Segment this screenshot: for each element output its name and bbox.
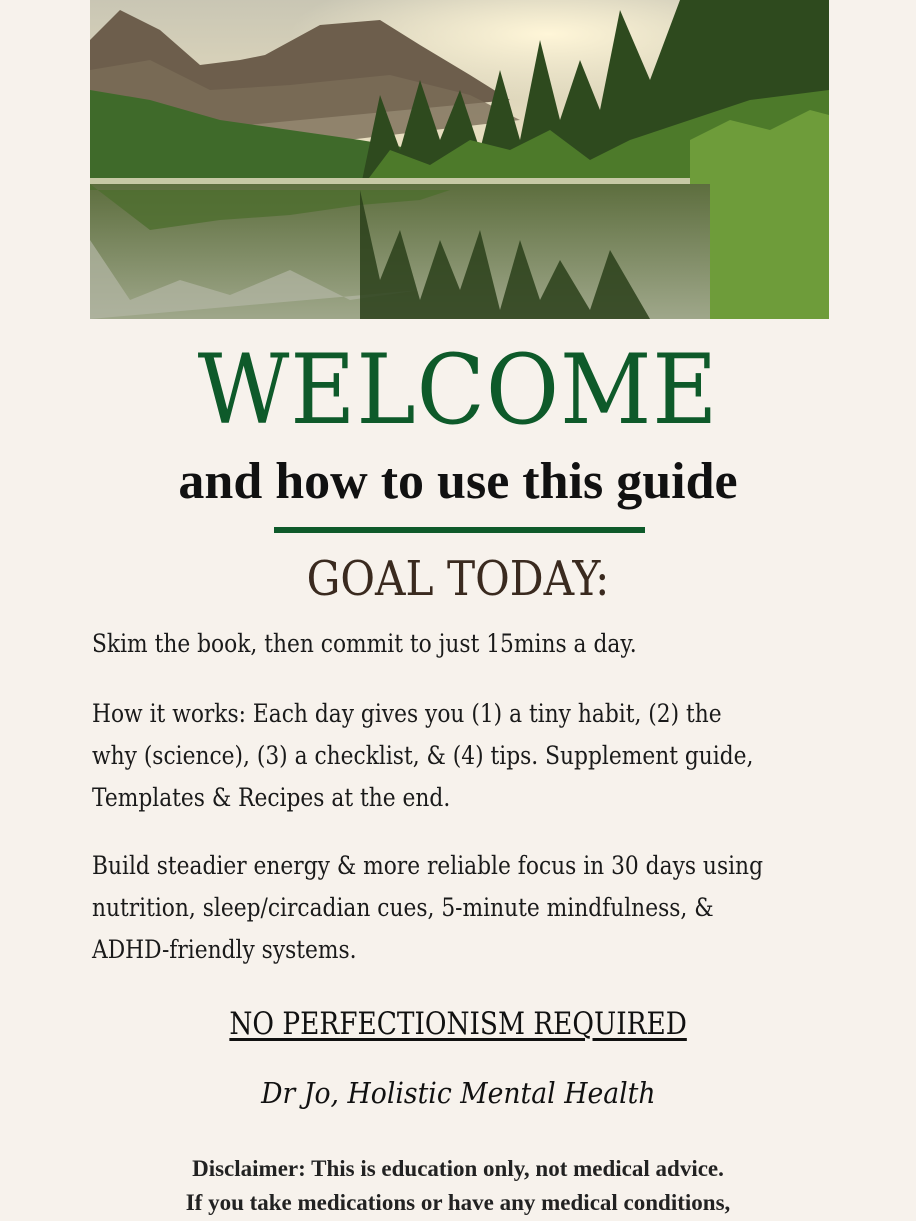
paragraph-line: Templates & Recipes at the end. — [92, 783, 451, 812]
author-signature — [0, 1071, 916, 1115]
paragraph-line: nutrition, sleep/circadian cues, 5-minute mindfulness, & — [92, 893, 714, 922]
intro-paragraph — [92, 623, 832, 665]
section-divider — [274, 527, 645, 533]
goals-paragraph — [92, 845, 832, 971]
disclaimer — [0, 1152, 916, 1220]
goal-heading: GOAL TODAY: — [306, 551, 610, 607]
paragraph-line: Skim the book, then commit to just 15mins a day. — [92, 629, 637, 658]
paragraph-line: why (science), (3) a checklist, & (4) tips. Supplement guide, — [92, 741, 754, 770]
welcome-title: WELCOME — [197, 334, 719, 446]
disclaimer-line: Disclaimer: This is education only, not medical advice. — [192, 1156, 724, 1181]
how-it-works-paragraph — [92, 693, 832, 819]
hero-landscape-image — [90, 0, 829, 319]
disclaimer-line: If you take medications or have any medical conditions, — [185, 1190, 731, 1215]
paragraph-line: Build steadier energy & more reliable focus in 30 days using — [92, 851, 764, 880]
callout-text: NO PERFECTIONISM REQUIRED — [229, 1006, 687, 1042]
signature-text: Dr Jo, Holistic Mental Health — [260, 1076, 656, 1110]
paragraph-line: How it works: Each day gives you (1) a tiny habit, (2) the — [92, 699, 722, 728]
paragraph-line: ADHD-friendly systems. — [92, 935, 357, 964]
no-perfectionism-callout — [0, 1002, 916, 1046]
guide-subtitle: and how to use this guide — [178, 453, 738, 510]
